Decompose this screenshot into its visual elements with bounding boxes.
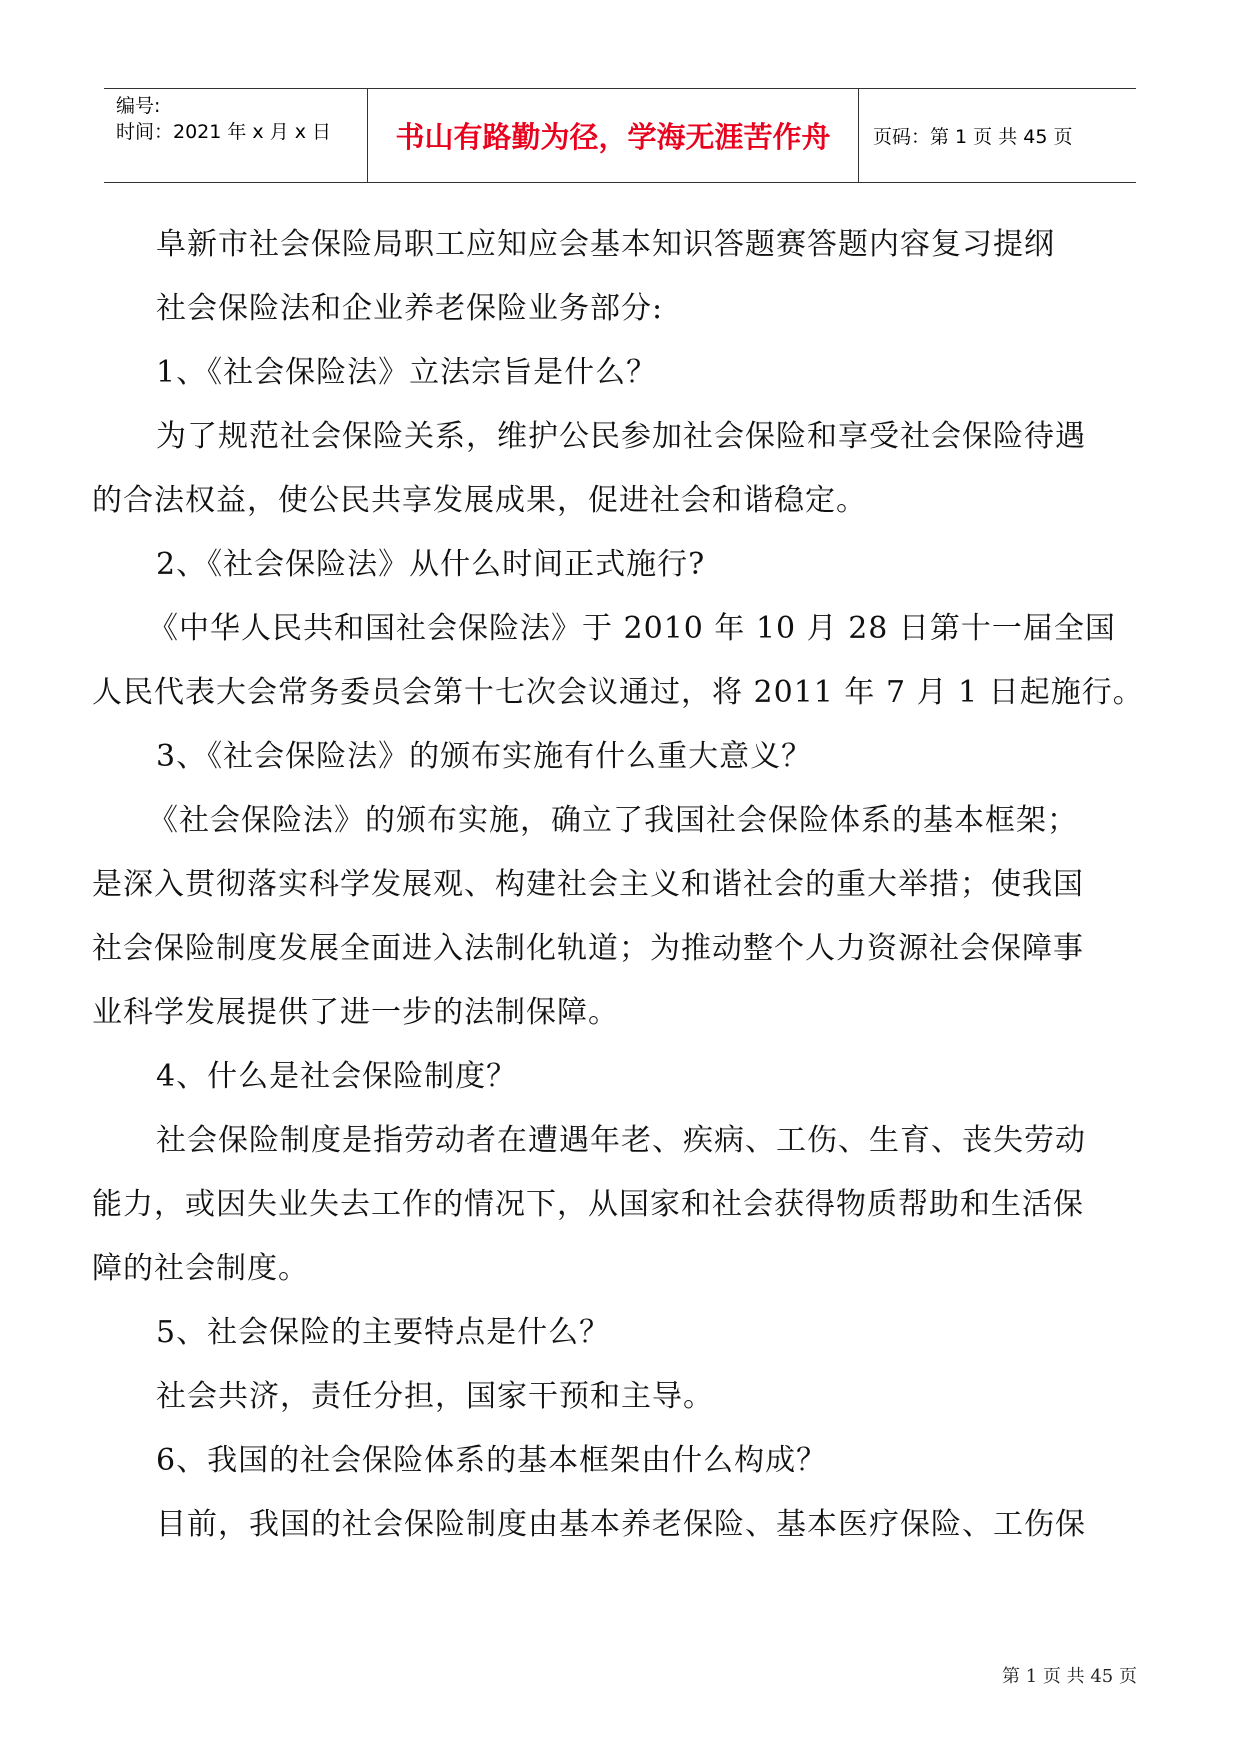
answer-3-line-3: 社会保险制度发展全面进入法制化轨道；为推动整个人力资源社会保障事 bbox=[92, 931, 1084, 966]
question-6: 6、我国的社会保险体系的基本框架由什么构成？ bbox=[156, 1443, 828, 1478]
question-3: 3、《社会保险法》的颁布实施有什么重大意义？ bbox=[156, 739, 813, 774]
question-4: 4、什么是社会保险制度？ bbox=[156, 1059, 518, 1094]
answer-2-line-2: 人民代表大会常务委员会第十七次会议通过，将 2011 年 7 月 1 日起施行。 bbox=[92, 675, 1144, 710]
document-header bbox=[104, 88, 1136, 183]
question-5: 5、社会保险的主要特点是什么？ bbox=[156, 1315, 611, 1350]
answer-4-line-2: 能力，或因失业失去工作的情况下，从国家和社会获得物质帮助和生活保 bbox=[92, 1187, 1084, 1222]
answer-4-line-3: 障的社会制度。 bbox=[92, 1251, 309, 1286]
answer-6-line-1: 目前，我国的社会保险制度由基本养老保险、基本医疗保险、工伤保 bbox=[156, 1507, 1086, 1542]
answer-3-line-4: 业科学发展提供了进一步的法制保障。 bbox=[92, 995, 619, 1030]
header-page-code: 页码：第 1 页 共 45 页 bbox=[873, 126, 1073, 148]
question-2: 2、《社会保险法》从什么时间正式施行? bbox=[156, 547, 706, 582]
answer-2-line-1: 《中华人民共和国社会保险法》于 2010 年 10 月 28 日第十一届全国 bbox=[148, 611, 1116, 646]
document-title: 阜新市社会保险局职工应知应会基本知识答题赛答题内容复习提纲 bbox=[156, 227, 1055, 262]
answer-1-line-2: 的合法权益，使公民共享发展成果，促进社会和谐稳定。 bbox=[92, 483, 867, 518]
answer-5: 社会共济，责任分担，国家干预和主导。 bbox=[156, 1379, 714, 1414]
answer-1-line-1: 为了规范社会保险关系，维护公民参加社会保险和享受社会保险待遇 bbox=[156, 419, 1086, 454]
answer-3-line-1: 《社会保险法》的颁布实施，确立了我国社会保险体系的基本框架； bbox=[148, 803, 1078, 838]
header-meta-cell bbox=[104, 89, 367, 182]
document-time-label: 时间：2021 年 x 月 x 日 bbox=[116, 121, 332, 143]
page-footer: 第 1 页 共 45 页 bbox=[1002, 1666, 1137, 1687]
section-heading: 社会保险法和企业养老保险业务部分: bbox=[156, 291, 664, 326]
answer-3-line-2: 是深入贯彻落实科学发展观、构建社会主义和谐社会的重大举措；使我国 bbox=[92, 867, 1084, 902]
question-1: 1、《社会保险法》立法宗旨是什么？ bbox=[156, 355, 658, 390]
header-page-code-cell bbox=[859, 89, 1136, 182]
document-number-label: 编号: bbox=[116, 95, 161, 117]
header-motto: 书山有路勤为径，学海无涯苦作舟 bbox=[395, 120, 831, 154]
header-motto-cell bbox=[367, 89, 859, 182]
document-body bbox=[92, 213, 1158, 1557]
answer-4-line-1: 社会保险制度是指劳动者在遭遇年老、疾病、工伤、生育、丧失劳动 bbox=[156, 1123, 1086, 1158]
